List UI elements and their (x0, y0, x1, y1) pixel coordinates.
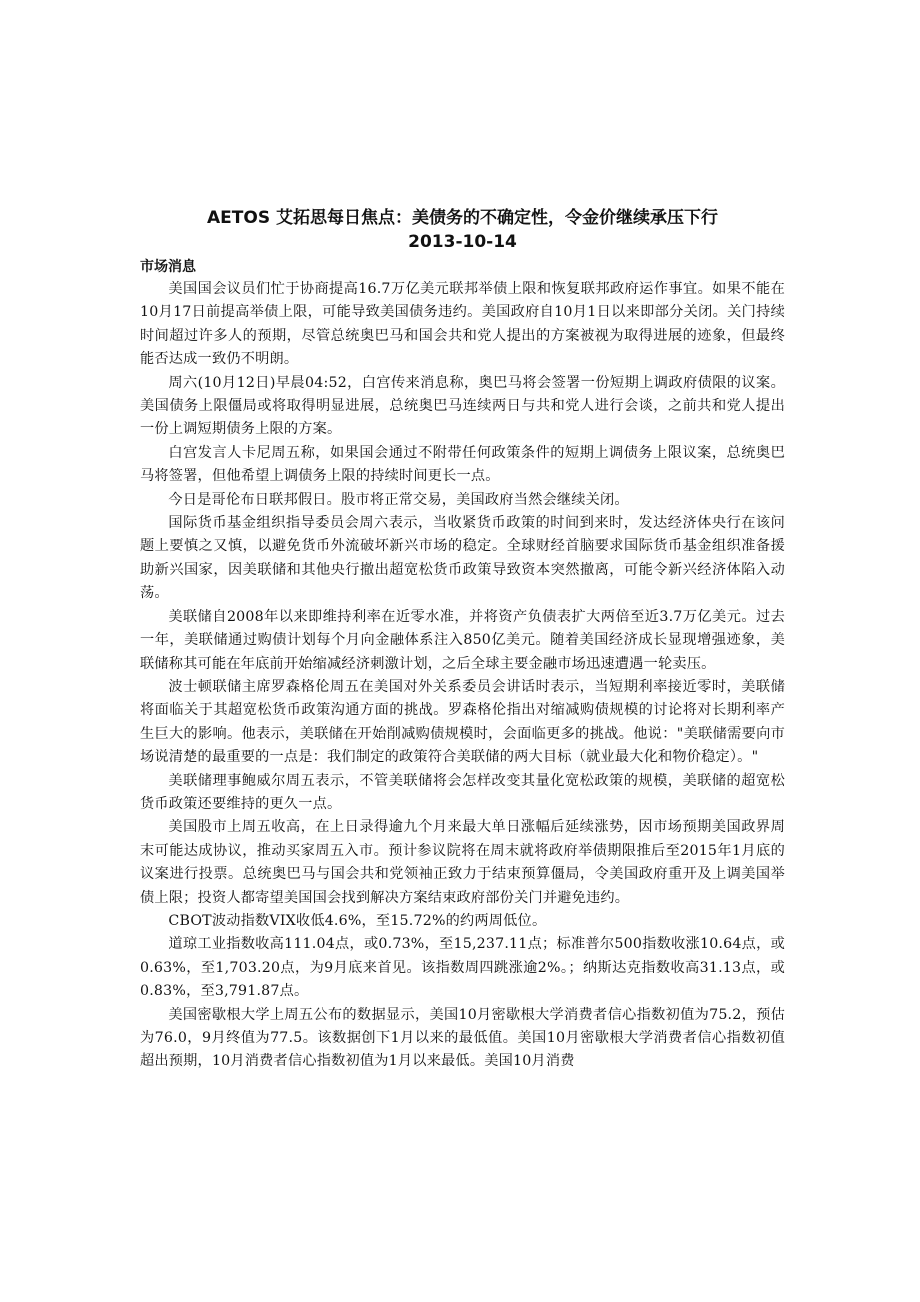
document-title: AETOS 艾拓思每日焦点：美债务的不确定性，令金价继续承压下行 (207, 208, 718, 228)
article-body (140, 278, 785, 1074)
paragraph: 今日是哥伦布日联邦假日。股市将正常交易，美国政府当然会继续关闭。 (168, 491, 629, 508)
paragraph: 美联储理事鲍威尔周五表示，不管美联储将会怎样改变其量化宽松政策的规模，美联储的超宽松货币政策还要维持的更久一点。 (140, 772, 785, 812)
paragraph: 美国股市上周五收高，在上日录得逾九个月来最大单日涨幅后延续涨势，因市场预期美国政界周末可能达成协议，推动买家周五入市。预计参议院将在周末就将政府举债期限推后至2015年1月底的议案进行投票。总统奥巴马与国会共和党领袖正致力于结束预算僵局，令美国政府重开及上调美国举债上限；投资人都寄望美国国会找到解决方案结束政府部份关门并避免违约。 (140, 819, 785, 906)
paragraph: 白宫发言人卡尼周五称，如果国会通过不附带任何政策条件的短期上调债务上限议案，总统奥巴马将签署，但他希望上调债务上限的持续时间更长一点。 (140, 444, 785, 485)
paragraph: 美联储自2008年以来即维持利率在近零水准，并将资产负债表扩大两倍至近3.7万亿美元。过去一年，美联储通过购债计划每个月向金融体系注入850亿美元。随着美国经济成长显现增强迹象，美联储称其可能在年底前开始缩减经济刺激计划，之后全球主要金融市场迅速遭遇一轮卖压。 (140, 608, 785, 672)
paragraph: 道琼工业指数收高111.04点，或0.73%，至15,237.11点；标准普尔500指数收涨10.64点，或0.63%，至1,703.20点，为9月底来首见。该指数周四跳涨逾2%。；纳斯达克指数收高31.13点，或0.83%，至3,791.87点。 (140, 936, 785, 1000)
paragraph: 周六(10月12日)早晨04:52，白宫传来消息称，奥巴马将会签署一份短期上调政府债限的议案。美国债务上限僵局或将取得明显进展，总统奥巴马连续两日与共和党人进行会谈，之前共和党人提出一份上调短期债务上限的方案。 (140, 374, 785, 438)
paragraph: CBOT波动指数VIX收低4.6%，至15.72%的约两周低位。 (168, 912, 547, 929)
paragraph: 美国密歇根大学上周五公布的数据显示，美国10月密歇根大学消费者信心指数初值为75.2，预估为76.0，9月终值为77.5。该数据创下1月以来的最低值。美国10月密歇根大学消费者信心指数初值超出预期，10月消费者信心指数初值为1月以来最低。美国10月消费 (140, 1006, 785, 1070)
document-page (140, 206, 785, 1074)
section-heading: 市场消息 (140, 259, 196, 275)
document-date: 2013-10-14 (408, 232, 517, 252)
paragraph: 国际货币基金组织指导委员会周六表示，当收紧货币政策的时间到来时，发达经济体央行在该问题上要慎之又慎，以避免货币外流破坏新兴市场的稳定。全球财经首脑要求国际货币基金组织准备援助新兴国家，因美联储和其他央行撤出超宽松货币政策导致资本突然撤离，可能令新兴经济体陷入动荡。 (140, 515, 785, 602)
paragraph: 美国国会议员们忙于协商提高16.7万亿美元联邦举债上限和恢复联邦政府运作事宜。如果不能在10月17日前提高举债上限，可能导致美国债务违约。美国政府自10月1日以来即部分关闭。关门持续时间超过许多人的预期，尽管总统奥巴马和国会共和党人提出的方案被视为取得进展的迹象，但最终能否达成一致仍不明朗。 (140, 281, 785, 368)
paragraph: 波士顿联储主席罗森格伦周五在美国对外关系委员会讲话时表示，当短期利率接近零时，美联储将面临关于其超宽松货币政策沟通方面的挑战。罗森格伦指出对缩减购债规模的讨论将对长期利率产生巨大的影响。他表示，美联储在开始削减购债规模时，会面临更多的挑战。他说："美联储需要向市场说清楚的最重要的一点是：我们制定的政策符合美联储的两大目标（就业最大化和物价稳定）。" (140, 678, 785, 766)
